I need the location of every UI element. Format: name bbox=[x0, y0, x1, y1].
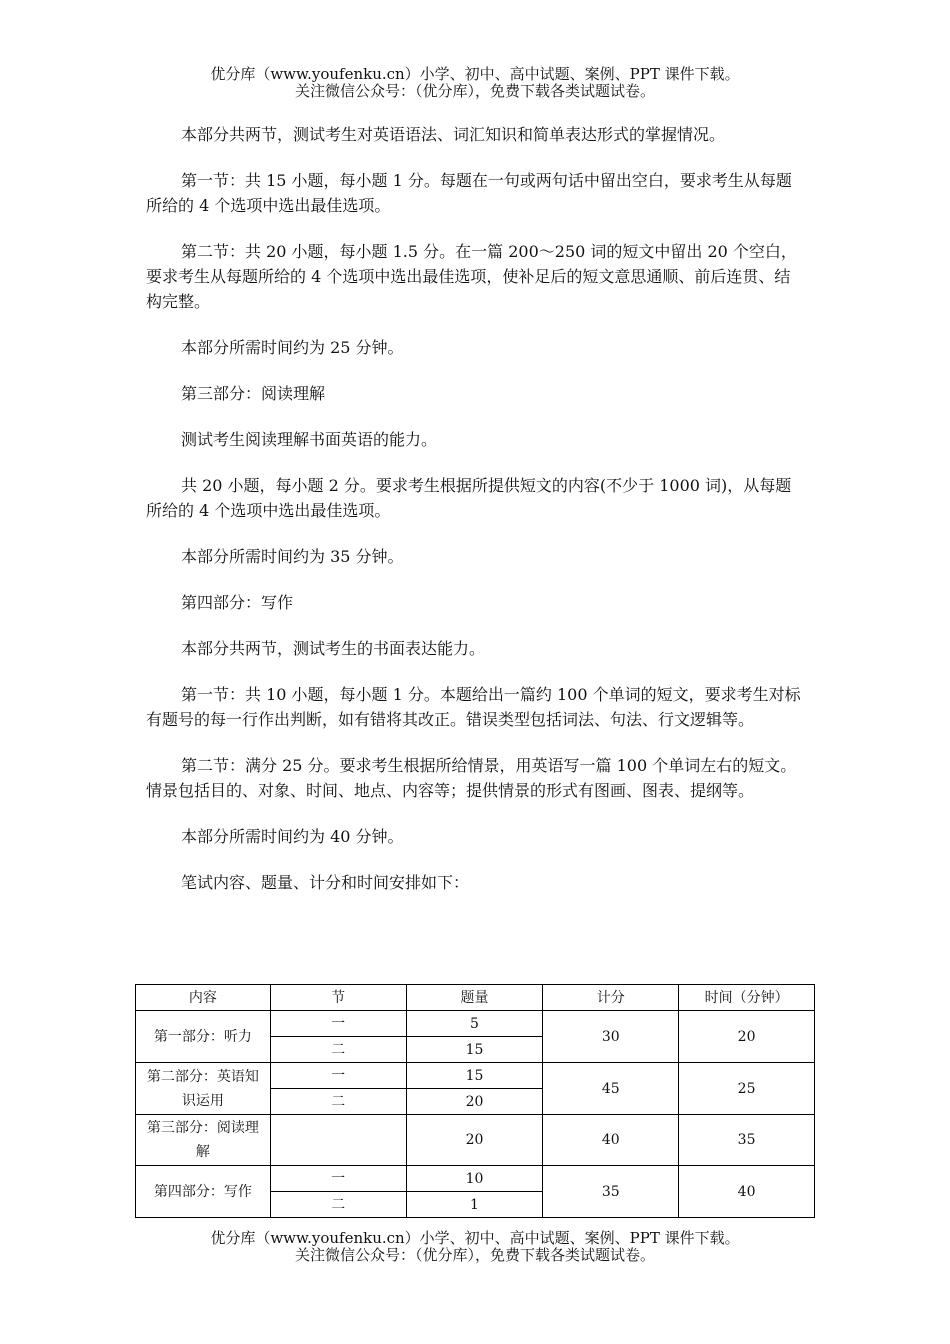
paragraph: 第一节：共 10 小题，每小题 1 分。本题给出一篇约 100 个单词的短文，要求考生对标有题号的每一行作出判断，如有错将其改正。错误类型包括词法、句法、行文逻辑等。 bbox=[146, 685, 801, 729]
part-cell: 第一部分：听力 bbox=[136, 1011, 271, 1063]
table-caption: 笔试内容、题量、计分和时间安排如下： bbox=[181, 873, 470, 892]
count-cell: 15 bbox=[406, 1037, 543, 1063]
paragraph: 第二节：满分 25 分。要求考生根据所给情景，用英语写一篇 100 个单词左右的短文。情景包括目的、对象、时间、地点、内容等；提供情景的形式有图画、图表、提纲等。 bbox=[146, 756, 797, 800]
table-row bbox=[136, 1011, 815, 1037]
count-cell: 10 bbox=[406, 1166, 543, 1192]
paragraph: 第二节：共 20 小题，每小题 1.5 分。在一篇 200～250 词的短文中留出 20 个空白，要求考生从每题所给的 4 个选项中选出最佳选项，使补足后的短文意思通顺、前后连贯、结构完整。 bbox=[146, 242, 797, 311]
part-cell: 第二部分：英语知识运用 bbox=[136, 1063, 271, 1115]
section-heading: 第三部分：阅读理解 bbox=[181, 384, 326, 403]
paragraph: 本部分所需时间约为 25 分钟。 bbox=[181, 338, 404, 357]
time-cell: 20 bbox=[679, 1011, 815, 1063]
score-cell: 40 bbox=[543, 1115, 679, 1166]
paragraph: 本部分共两节，测试考生的书面表达能力。 bbox=[181, 639, 486, 658]
paragraph: 本部分共两节，测试考生对英语语法、词汇知识和简单表达形式的掌握情况。 bbox=[181, 125, 726, 144]
score-cell: 45 bbox=[543, 1063, 679, 1115]
count-cell: 15 bbox=[406, 1063, 543, 1089]
header-section: 节 bbox=[270, 985, 406, 1011]
paragraph: 本部分所需时间约为 40 分钟。 bbox=[181, 827, 404, 846]
table-row bbox=[136, 1115, 815, 1166]
document-body bbox=[146, 122, 806, 916]
footer-line-2: 关注微信公众号：（优分库），免费下载各类试题试卷。 bbox=[294, 1246, 655, 1264]
count-cell: 5 bbox=[406, 1011, 543, 1037]
section-cell: 一 bbox=[270, 1166, 406, 1192]
header-content: 内容 bbox=[136, 985, 271, 1011]
time-cell: 35 bbox=[679, 1115, 815, 1166]
exam-schedule-table bbox=[135, 984, 815, 1218]
header-time: 时间（分钟） bbox=[679, 985, 815, 1011]
header-count: 题量 bbox=[406, 985, 543, 1011]
paragraph: 第一节：共 15 小题，每小题 1 分。每题在一句或两句话中留出空白，要求考生从每题所给的 4 个选项中选出最佳选项。 bbox=[146, 171, 792, 215]
section-cell: 二 bbox=[270, 1037, 406, 1063]
header-score: 计分 bbox=[543, 985, 679, 1011]
section-cell: 二 bbox=[270, 1192, 406, 1218]
score-cell: 30 bbox=[543, 1011, 679, 1063]
count-cell: 20 bbox=[406, 1089, 543, 1115]
time-cell: 40 bbox=[679, 1166, 815, 1218]
header-line-1: 优分库（www.youfenku.cn）小学、初中、高中试题、案例、PPT 课件下载。 bbox=[210, 65, 740, 83]
header-line-2: 关注微信公众号：（优分库），免费下载各类试题试卷。 bbox=[294, 82, 655, 100]
page-footer-watermark bbox=[0, 1230, 950, 1264]
count-cell: 20 bbox=[406, 1115, 543, 1166]
part-cell: 第三部分：阅读理解 bbox=[136, 1115, 271, 1166]
section-cell: 一 bbox=[270, 1063, 406, 1089]
part-cell: 第四部分：写作 bbox=[136, 1166, 271, 1218]
time-cell: 25 bbox=[679, 1063, 815, 1115]
score-cell: 35 bbox=[543, 1166, 679, 1218]
table-row bbox=[136, 1063, 815, 1089]
table-header-row bbox=[136, 985, 815, 1011]
count-cell: 1 bbox=[406, 1192, 543, 1218]
section-cell: 二 bbox=[270, 1089, 406, 1115]
table-row bbox=[136, 1166, 815, 1192]
paragraph: 共 20 小题，每小题 2 分。要求考生根据所提供短文的内容(不少于 1000 词)，从每题所给的 4 个选项中选出最佳选项。 bbox=[146, 476, 792, 520]
page-header-watermark bbox=[0, 66, 950, 100]
section-cell: 一 bbox=[270, 1011, 406, 1037]
section-cell bbox=[270, 1115, 406, 1166]
footer-line-1: 优分库（www.youfenku.cn）小学、初中、高中试题、案例、PPT 课件下载。 bbox=[210, 1229, 740, 1247]
paragraph: 本部分所需时间约为 35 分钟。 bbox=[181, 547, 404, 566]
paragraph: 测试考生阅读理解书面英语的能力。 bbox=[181, 430, 438, 449]
section-heading: 第四部分：写作 bbox=[181, 593, 294, 612]
